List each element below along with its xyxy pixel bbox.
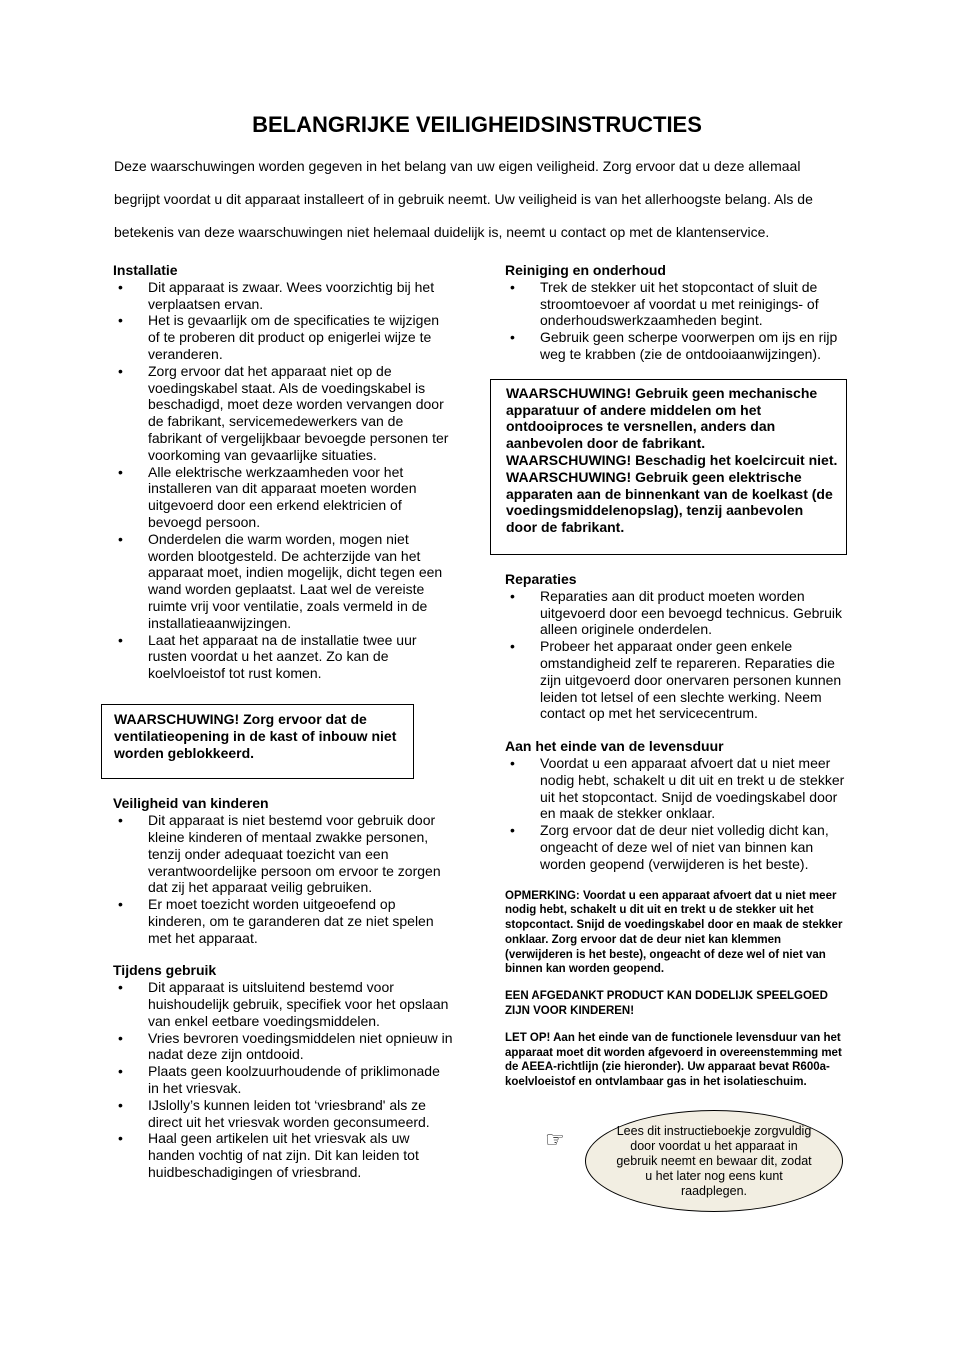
note-opmerking: OPMERKING: Voordat u een apparaat afvoert dat u niet meer nodig hebt, schakelt u dit uit en trekt u de stekker uit het stopcontact. Snijd de voedingskabel door en maak de stekker onklaar. Zorg ervoor dat de deur niet kan klemmen (verwijderen is het beste), ongeacht of deze wel of niet van binnen kan worden geopend. [505,889,843,976]
bullet-icon: • [510,638,515,655]
list-item [113,312,453,362]
list-item [113,1063,453,1097]
section-kinderen [113,795,453,946]
section-reparaties [505,571,847,722]
list-item [505,279,847,329]
list-item-text: Voordat u een apparaat afvoert dat u niet meer nodig hebt, schakelt u dit uit en trekt u de stekker uit het stopcontact. Snijd de voedingskabel door en maak de stekker onklaar. [540,754,845,822]
section-reiniging [505,262,847,363]
bullet-icon: • [118,979,123,996]
list-item [113,632,453,682]
section-heading: Reparaties [505,570,577,587]
section-levensduur [505,738,847,872]
bullet-icon: • [118,1029,123,1046]
section-heading: Reiniging en onderhoud [505,262,666,278]
list-item [113,1030,453,1064]
bullet-icon: • [510,822,515,839]
pointing-hand-icon: ☞ [545,1127,565,1153]
bullet-icon: • [510,278,515,295]
reminder-bubble [585,1110,843,1212]
list-item [505,329,847,363]
list-item [113,979,453,1029]
list-item-text: Plaats geen koolzuurhoudende of priklimonade in het vriesvak. [148,1063,440,1097]
section-installatie [113,262,453,682]
warning-box [490,379,847,555]
warning-text: WAARSCHUWING! Gebruik geen elektrische apparaten aan de binnenkant van de koelkast (de voedingsmiddelenopslag), tenzij aanbevolen door de fabrikant. [506,468,833,536]
list-item-text: Dit apparaat is uitsluitend bestemd voor huishoudelijk gebruik, specifiek voor het opslaan van enkel eetbare voedingsmiddelen. [148,979,449,1029]
list-item-text: Reparaties aan dit product moeten worden uitgevoerd door een bevoegd technicus. Gebruik alleen originele onderdelen. [540,587,842,638]
page-title: BELANGRIJKE VEILIGHEIDSINSTRUCTIES [252,112,702,137]
bullet-list [113,979,453,1181]
section-gebruik [113,962,453,1180]
reminder-callout [505,1110,847,1210]
list-item-text: Het is gevaarlijk om de specificaties te wijzigen of te proberen dit product op enigerlei wijze te veranderen. [148,312,440,362]
list-item [505,755,847,822]
bullet-icon: • [118,362,123,379]
section-heading: Veiligheid van kinderen [113,795,269,812]
reminder-text: Lees dit instructieboekje zorgvuldig door voordat u het apparaat in gebruik neemt en bewaar dit, zodat u het later nog eens kunt raadplegen. [616,1123,812,1198]
list-item-text: Trek de stekker uit het stopcontact of sluit de stroomtoevoer af voordat u met reinigings- of onderhoudswerkzaamheden begint. [540,278,819,329]
list-item-text: Vries bevroren voedingsmiddelen niet opnieuw in nadat deze zijn ontdooid. [148,1029,453,1063]
intro-paragraph: Deze waarschuwingen worden gegeven in het belang van uw eigen veiligheid. Zorg ervoor dat u deze allemaal begrijpt voordat u dit apparaat installeert of in gebruik neemt. Uw veiligheid is van het allerhoogste belang. Als de betekenis van deze waarschuwingen niet helemaal duidelijk is, neemt u contact op met de klantenservice. [114,158,813,240]
bullet-icon: • [510,754,515,771]
list-item-text: Laat het apparaat na de installatie twee uur rusten voordat u het aanzet. Zo kan de koelvloeistof tot rust komen. [148,631,417,682]
section-heading: Aan het einde van de levensduur [505,738,724,755]
list-item-text: Alle elektrische werkzaamheden voor het installeren van dit apparaat moeten worden uitgevoerd door een erkend elektricien of bevoegd persoon. [148,463,417,530]
section-heading: Installatie [113,262,178,278]
bullet-icon: • [118,463,123,480]
list-item-text: Haal geen artikelen uit het vriesvak als uw handen vochtig of nat zijn. Dit kan leiden tot huidbeschadigingen of vriesbrand. [148,1130,419,1181]
bullet-icon: • [118,812,123,829]
list-item-text: Dit apparaat is niet bestemd voor gebruik door kleine kinderen of mentaal zwakke personen, tenzij onder adequaat toezicht van een verantwoordelijke persoon om ervoor te zorgen dat zij het apparaat veilig gebruiken. [148,812,441,896]
list-item-text: Zorg ervoor dat het apparaat niet op de voedingskabel staat. Als de voedingskabel is beschadigd, moet deze worden vervangen door de fabrikant, servicemedewerkers van de fabrikant of vergelijkbaar bevoegde personen ter voorkoming van gevaarlijke situaties. [148,362,449,463]
bullet-icon: • [510,587,515,604]
bullet-icon: • [118,896,123,913]
list-item [113,279,453,313]
list-item-text: Er moet toezicht worden uitgeoefend op kinderen, om te garanderen dat ze niet spelen met het apparaat. [148,896,434,946]
list-item [505,822,847,872]
note-afgedankt: EEN AFGEDANKT PRODUCT KAN DODELIJK SPEELGOED ZIJN VOOR KINDEREN! [505,990,828,1018]
list-item [113,1130,453,1180]
list-item [113,531,453,632]
bullet-list [505,279,847,363]
list-item-text: IJslolly’s kunnen leiden tot ‘vriesbrand' als ze direct uit het vriesvak worden geconsumeerd. [148,1096,430,1130]
list-item-text: Probeer het apparaat onder geen enkele omstandigheid zelf te repareren. Reparaties die zijn uitgevoerd door onervaren personen kunnen leiden tot letsel of een slechte werking. Neem contact op met het servicecentrum. [540,638,842,722]
list-item [113,1097,453,1131]
list-item [113,896,453,946]
bullet-icon: • [118,312,123,329]
section-heading: Tijdens gebruik [113,962,217,979]
list-item-text: Onderdelen die warm worden, mogen niet worden blootgesteld. De achterzijde van het apparaat moet, indien mogelijk, dicht tegen een wand worden geplaatst. Laat wel de vereiste ruimte vrij voor ventilatie, zoals vermeld in de installatieaanwijzingen. [148,530,443,631]
bullet-list [505,755,847,873]
list-item-text: Zorg ervoor dat de deur niet volledig dicht kan, ongeacht of deze wel of niet van binnen kan worden geopend (verwijderen is het beste). [540,822,829,872]
list-item [505,638,847,722]
right-column [505,262,847,1210]
warning-text: WAARSCHUWING! Gebruik geen mechanische apparatuur of andere middelen om het ontdooiproces te versnellen, anders dan aanbevolen door de fabrikant. [506,384,818,452]
list-item-text: Dit apparaat is zwaar. Wees voorzichtig bij het verplaatsen ervan. [148,278,435,312]
bullet-list [113,279,453,682]
note-letop: LET OP! Aan het einde van de functionele levensduur van het apparaat moet dit worden afgevoerd in overeenstemming met de AEEA-richtlijn (zie hieronder). Uw apparaat bevat R600a-koelvloeistof en ontvlambaar gas in het isolatieschuim. [505,1031,842,1089]
list-item [113,363,453,464]
bullet-icon: • [510,329,515,346]
bullet-list [113,812,453,946]
bullet-icon: • [118,1130,123,1147]
list-item [505,588,847,638]
list-item-text: Gebruik geen scherpe voorwerpen om ijs en rijp weg te krabben (zie de ontdooiaanwijzingen). [540,329,838,362]
list-item [113,464,453,531]
bullet-icon: • [118,278,123,295]
left-column [113,262,453,1197]
bullet-icon: • [118,1096,123,1113]
list-item [113,812,453,896]
warning-box: WAARSCHUWING! Zorg ervoor dat de ventilatieopening in de kast of inbouw niet worden geblokkeerd. [101,704,414,779]
bullet-icon: • [118,530,123,547]
bullet-icon: • [118,1063,123,1080]
warning-text: WAARSCHUWING! Beschadig het koelcircuit niet. [506,451,838,468]
bullet-icon: • [118,631,123,648]
bullet-list [505,588,847,722]
